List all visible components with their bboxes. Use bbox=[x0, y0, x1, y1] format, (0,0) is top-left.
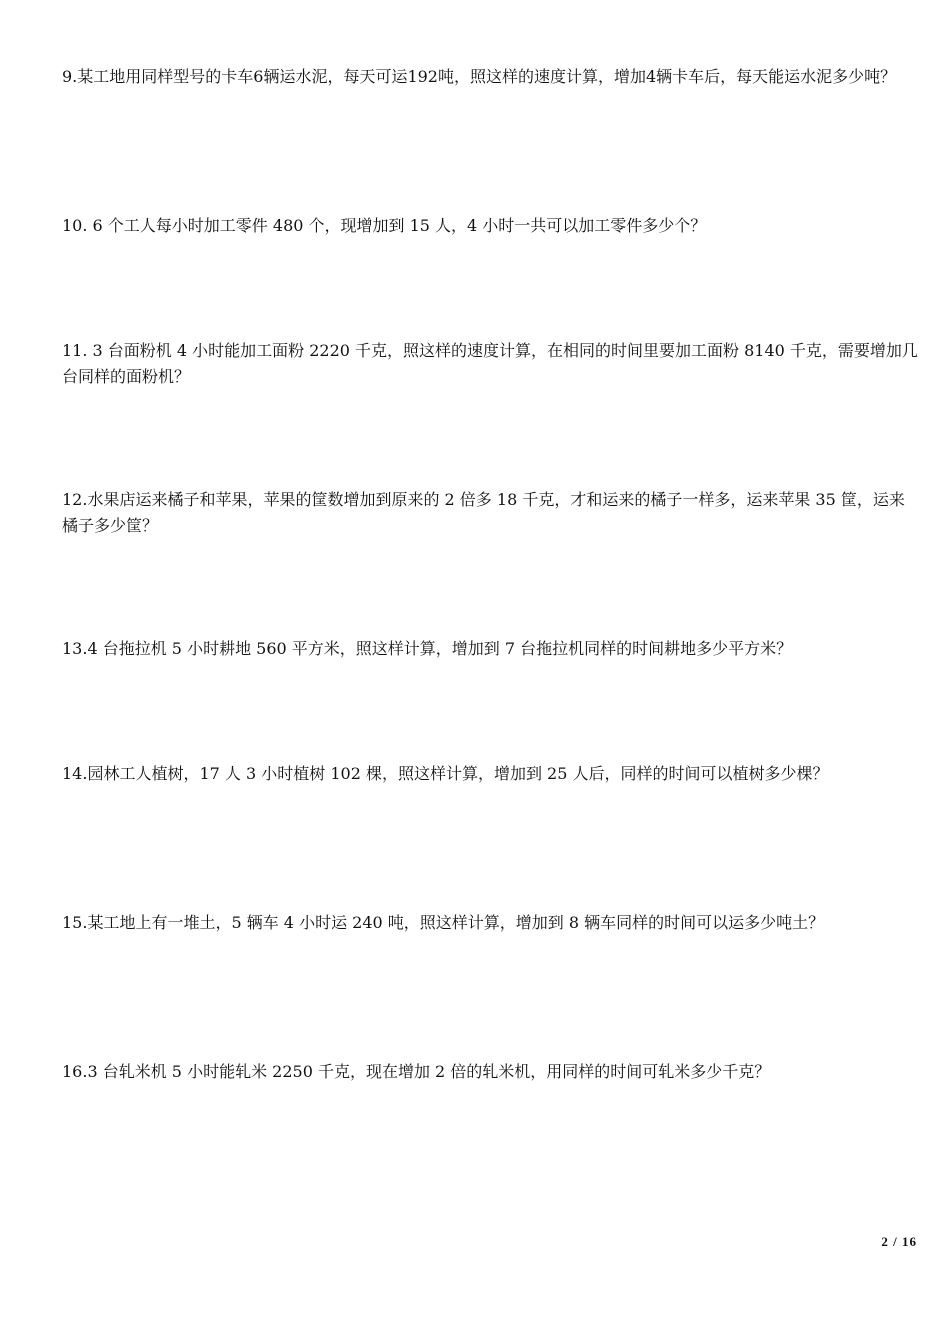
problem-14: 14.园林工人植树，17 人 3 小时植树 102 棵，照这样计算，增加到 25 人后，同样的时间可以植树多少棵？ bbox=[62, 764, 829, 783]
problem-11: 11. 3 台面粉机 4 小时能加工面粉 2220 千克，照这样的速度计算，在相同的时间里要加工面粉 8140 千克，需要增加几台同样的面粉机？ bbox=[62, 341, 918, 386]
problem-15: 15.某工地上有一堆土，5 辆车 4 小时运 240 吨，照这样计算，增加到 8 辆车同样的时间可以运多少吨土？ bbox=[62, 913, 825, 932]
problem-12: 12.水果店运来橘子和苹果，苹果的筐数增加到原来的 2 倍多 18 千克，才和运来的橘子一样多，运来苹果 35 筐，运来橘子多少筐？ bbox=[62, 490, 905, 535]
problem-9: 9.某工地用同样型号的卡车6辆运水泥，每天可运192吨，照这样的速度计算，增加4辆卡车后，每天能运水泥多少吨？ bbox=[62, 67, 897, 86]
problem-13: 13.4 台拖拉机 5 小时耕地 560 平方米，照这样计算，增加到 7 台拖拉机同样的时间耕地多少平方米？ bbox=[62, 639, 793, 658]
problem-16: 16.3 台轧米机 5 小时能轧米 2250 千克，现在增加 2 倍的轧米机，用同样的时间可轧米多少千克？ bbox=[62, 1062, 771, 1081]
page-number: 2 / 16 bbox=[881, 1234, 917, 1249]
problem-10: 10. 6 个工人每小时加工零件 480 个，现增加到 15 人，4 小时一共可以加工零件多少个？ bbox=[62, 216, 707, 235]
